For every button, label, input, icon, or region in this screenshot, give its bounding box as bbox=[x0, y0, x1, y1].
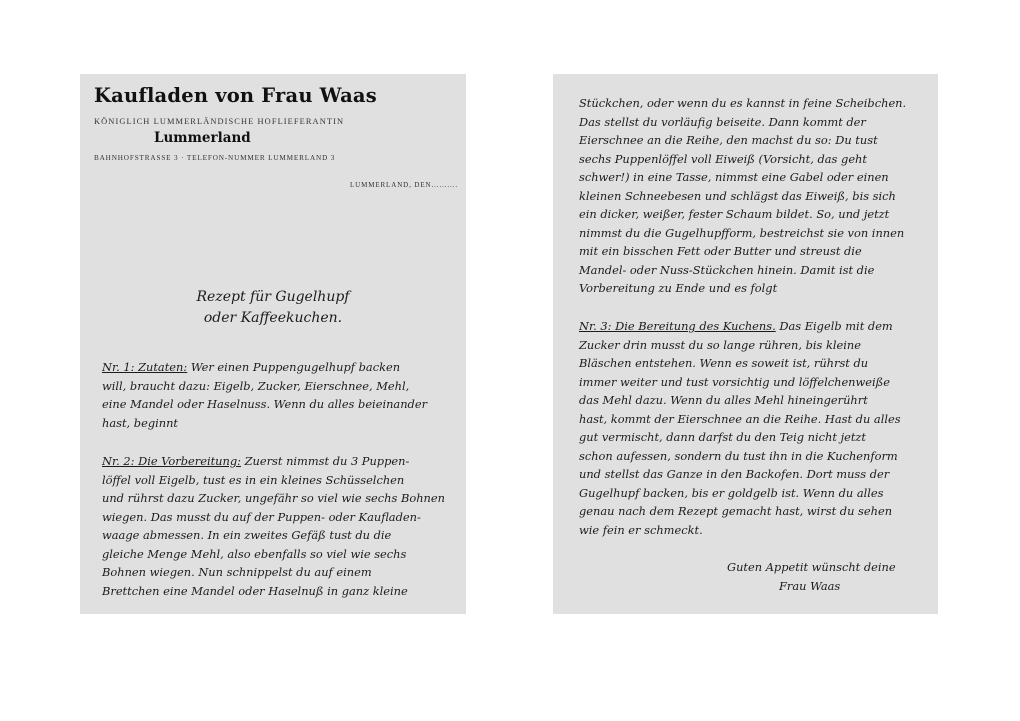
section-preparation bbox=[102, 452, 445, 600]
section-2-line-0: Zuerst nimmst du 3 Puppen- bbox=[240, 454, 410, 468]
date-line: LUMMERLAND, DEN.......... bbox=[349, 181, 458, 189]
para-1-line-9: Mandel- oder Nuss-Stückchen hinein. Damit ist die bbox=[579, 262, 875, 277]
para-1-line-10: Vorbereitung zu Ende und es folgt bbox=[579, 281, 778, 295]
shop-address: BAHNHOFSTRASSE 3 · TELEFON-NUMMER LUMMERLAND 3 bbox=[94, 154, 336, 162]
section-2-label: Nr. 2: Die Vorbereitung: bbox=[102, 454, 241, 468]
right-page bbox=[553, 74, 938, 614]
para-2-line-1: Zucker drin musst du so lange rühren, bis kleine bbox=[579, 337, 861, 352]
para-1-line-1: Das stellst du vorläufig beiseite. Dann kommt der bbox=[579, 114, 866, 129]
recipe-title-line-2: oder Kaffeekuchen. bbox=[203, 310, 343, 326]
section-2-line-5: gleiche Menge Mehl, also ebenfalls so viel wie sechs bbox=[102, 546, 407, 561]
para-2-line-2: Bläschen entstehen. Wenn es soweit ist, rührst du bbox=[579, 356, 869, 370]
para-2-line-8: und stellst das Ganze in den Backofen. Dort muss der bbox=[579, 467, 890, 481]
para-2-line-9: Gugelhupf backen, bis er goldgelb ist. Wenn du alles bbox=[579, 485, 884, 500]
section-2-line-2: und rührst dazu Zucker, ungefähr so viel wie sechs Bohnen bbox=[102, 491, 445, 505]
section-ingredients bbox=[102, 358, 427, 432]
para-1-line-3: sechs Puppenlöffel voll Eiweiß (Vorsicht, das geht bbox=[579, 151, 867, 166]
text-line bbox=[102, 358, 427, 377]
section-1-line-1: will, braucht dazu: Eigelb, Zucker, Eierschnee, Mehl, bbox=[102, 378, 410, 393]
para-2-line-5: hast, kommt der Eierschnee an die Reihe. Hast du alles bbox=[579, 411, 901, 426]
para-1-line-7: nimmst du die Gugelhupfform, bestreichst sie von innen bbox=[579, 225, 905, 240]
para-2-line-3: immer weiter und tust vorsichtig und löffelchenweiße bbox=[579, 374, 891, 389]
para-1-line-6: ein dicker, weißer, fester Schaum bildet. So, und jetzt bbox=[579, 207, 890, 221]
shop-name: Kaufladen von Frau Waas bbox=[94, 84, 377, 107]
shop-subtitle: KÖNIGLICH LUMMERLÄNDISCHE HOFLIEFERANTIN bbox=[94, 117, 345, 126]
section-2-line-7: Brettchen eine Mandel oder Haselnuß in ganz kleine bbox=[102, 583, 408, 598]
section-baking bbox=[579, 317, 901, 539]
recipe-title-line-1: Rezept für Gugelhupf bbox=[196, 289, 350, 305]
para-2-line-0: Das Eigelb mit dem bbox=[775, 319, 893, 333]
para-2-line-11: wie fein er schmeckt. bbox=[579, 522, 703, 537]
text-line bbox=[102, 452, 445, 471]
para-1-line-4: schwer!) in eine Tasse, nimmst eine Gabel oder einen bbox=[579, 170, 889, 184]
section-1-line-2: eine Mandel oder Haselnuss. Wenn du alles beieinander bbox=[102, 397, 428, 411]
section-3-label: Nr. 3: Die Bereitung des Kuchens. bbox=[579, 319, 776, 333]
para-2-line-4: das Mehl dazu. Wenn du alles Mehl hineingerührt bbox=[579, 393, 868, 407]
para-2-line-10: genau nach dem Rezept gemacht hast, wirst du sehen bbox=[579, 504, 893, 518]
section-1-line-0: Wer einen Puppengugelhupf backen bbox=[187, 360, 401, 374]
para-2-line-7: schon aufessen, sondern du tust ihn in die Kuchenform bbox=[579, 448, 898, 463]
closing-greeting: Guten Appetit wünscht deine bbox=[727, 560, 896, 574]
section-2-line-1: löffel voll Eigelb, tust es in ein kleines Schüsselchen bbox=[102, 472, 405, 487]
continuation-paragraph bbox=[579, 94, 906, 298]
recipe-title bbox=[80, 287, 466, 329]
para-1-line-0: Stückchen, oder wenn du es kannst in feine Scheibchen. bbox=[579, 96, 907, 110]
section-2-line-4: waage abmessen. In ein zweites Gefäß tust du die bbox=[102, 528, 392, 542]
section-1-label: Nr. 1: Zutaten: bbox=[102, 360, 188, 374]
para-1-line-2: Eierschnee an die Reihe, den machst du so: Du tust bbox=[579, 133, 878, 147]
left-page bbox=[80, 74, 466, 614]
shop-town: Lummerland bbox=[154, 130, 251, 146]
section-2-line-3: wiegen. Das musst du auf der Puppen- oder Kaufladen- bbox=[102, 509, 421, 524]
section-2-line-6: Bohnen wiegen. Nun schnippelst du auf einem bbox=[102, 565, 372, 579]
text-line bbox=[579, 317, 901, 336]
closing-signature: Frau Waas bbox=[779, 579, 841, 593]
para-1-line-5: kleinen Schneebesen und schlägst das Eiweiß, bis sich bbox=[579, 188, 896, 203]
para-2-line-6: gut vermischt, dann darfst du den Teig nicht jetzt bbox=[579, 430, 867, 444]
para-1-line-8: mit ein bisschen Fett oder Butter und streust die bbox=[579, 244, 862, 258]
section-1-line-3: hast, beginnt bbox=[102, 415, 179, 430]
